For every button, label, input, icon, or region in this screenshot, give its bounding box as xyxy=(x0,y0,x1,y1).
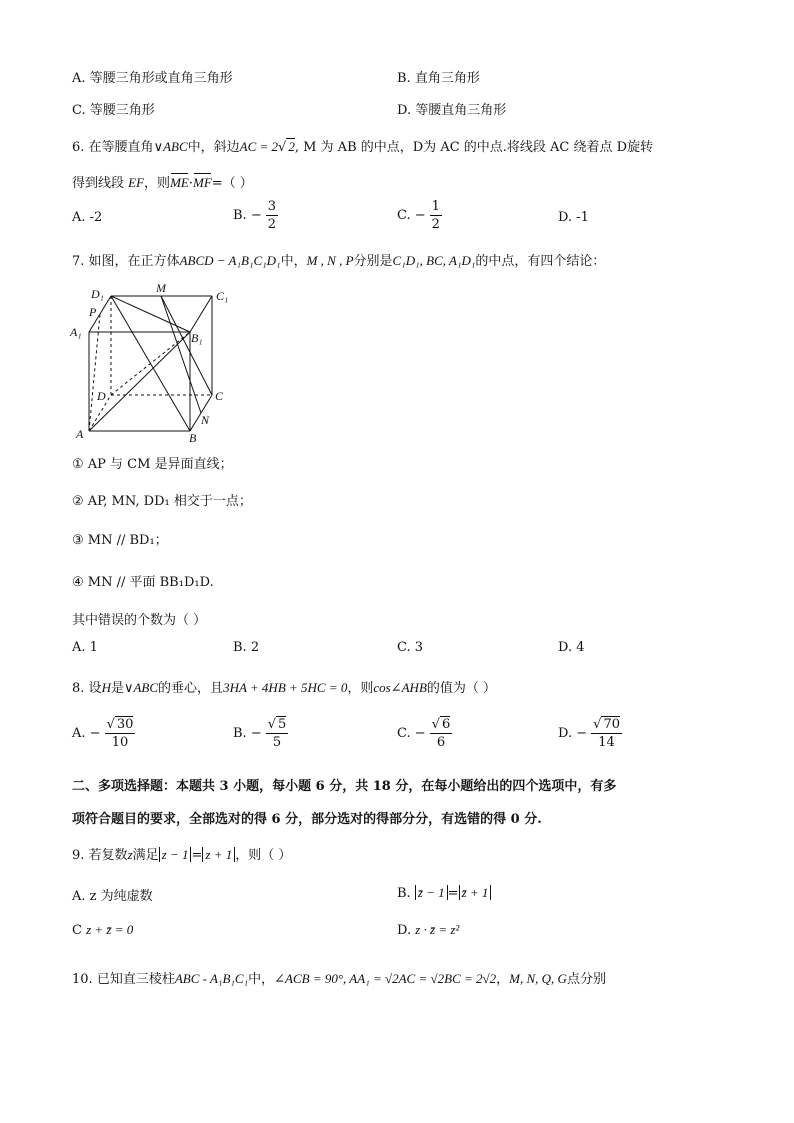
q9-option-d xyxy=(397,922,459,938)
q6-radical: √ xyxy=(278,140,287,155)
section2-heading-line1: 二、多项选择题：本题共 3 小题，每小题 6 分，共 18 分，在每小题给出的四个选项中，有多 xyxy=(72,779,617,794)
q9-stem xyxy=(72,844,291,863)
q7-claim-2: ② AP, MN, DD₁ 相交于一点； xyxy=(72,494,252,509)
q6-option-c: C. − $\frac{1}{2}$ xyxy=(397,199,440,232)
q7-option-d: D. 4 xyxy=(558,640,585,655)
q9-eq: = xyxy=(191,848,203,863)
q6-text5: ，则 xyxy=(144,176,171,191)
q10-text3: ， xyxy=(496,972,510,987)
q8-text2: 是 xyxy=(110,681,124,696)
q9-option-c xyxy=(72,922,133,938)
q8-option-a-rad: 30 xyxy=(116,717,134,732)
q6-option-d: D. -1 xyxy=(558,210,589,225)
q8-option-d: D. − $\frac{√ 70}{14}$ xyxy=(558,717,620,750)
q10-condition: ∠ACB = 90°, AA₁ = √2AC = √2BC = 2√2 xyxy=(274,971,497,986)
q9-option-b-left: z̄ − 1 xyxy=(415,885,448,900)
q6-option-c-den: 2 xyxy=(431,217,440,232)
q10-text2: 中， xyxy=(248,972,275,987)
q10-text1: 已知直三棱柱 xyxy=(96,972,175,987)
q9-option-b: B. z̄ − 1 = z̄ + 1 xyxy=(397,885,491,901)
q6-ac: AC = 2 xyxy=(239,139,279,154)
section2-heading-line2: 项符合题目的要求，全部选对的得 6 分，部分选对的得部分分，有选错的得 0 分. xyxy=(72,812,542,827)
q8-option-d-rad: 70 xyxy=(603,717,620,732)
q7-claim-4: ④ MN // 平面 BB₁D₁D. xyxy=(72,575,214,590)
q6-option-c-label: C. xyxy=(397,208,411,223)
label-c1: C₁ xyxy=(216,289,229,303)
q8-h: H xyxy=(101,680,111,695)
q6-option-b-num: 3 xyxy=(267,199,277,214)
q6-text3: , M 为 AB 的中点，D为 AC 的中点.将线段 AC 绕着点 D旋转 xyxy=(294,140,654,155)
edge-b1-c1 xyxy=(190,296,212,332)
line-a-b1 xyxy=(89,332,190,431)
q9-text2: 满足 xyxy=(132,848,159,863)
q8-text3: 的垂心，且 xyxy=(158,681,224,696)
q9-option-c-label: C xyxy=(72,923,82,938)
q7-text2: 中， xyxy=(280,254,307,269)
label-b1: B₁ xyxy=(191,331,203,345)
q7-stem xyxy=(72,250,605,269)
q8-number: 8. xyxy=(72,681,85,696)
label-c: C xyxy=(215,389,224,403)
q7-text4: 的中点，有四个结论： xyxy=(475,254,606,269)
q9-option-b-right: z̄ + 1 xyxy=(459,885,492,900)
q8-option-b: B. − $\frac{√ 5}{5}$ xyxy=(233,717,287,750)
label-a1: A₁ xyxy=(70,325,82,339)
label-p: P xyxy=(89,305,97,319)
q9-option-c-text: z + z̄ = 0 xyxy=(86,922,134,937)
q8-option-b-label: B. xyxy=(233,726,247,741)
q6-text2: 中，斜边 xyxy=(187,140,240,155)
label-d1: D₁ xyxy=(91,287,104,301)
q7-claim-3: ③ MN // BD₁； xyxy=(72,533,168,548)
q6-option-b-label: B. xyxy=(233,208,247,223)
q9-text3: ，则（ ） xyxy=(235,848,292,863)
line-m-c xyxy=(161,296,212,395)
q9-text1: 若复数 xyxy=(88,848,128,863)
q6-number: 6. xyxy=(72,140,85,155)
q6-option-b-fraction xyxy=(266,198,278,233)
q8-option-a-den: 10 xyxy=(111,735,129,750)
q9-option-a-text: z 为纯虚数 xyxy=(89,889,153,904)
label-b: B xyxy=(189,431,197,445)
label-m: M xyxy=(156,281,166,295)
q7-number: 7. xyxy=(72,254,85,269)
q6-option-b-den: 2 xyxy=(267,217,277,232)
q8-option-a-label: A. xyxy=(72,726,86,741)
label-n: N xyxy=(201,413,210,427)
q10-stem xyxy=(72,968,606,987)
q9-option-a xyxy=(72,885,153,904)
q8-text5: 的值为（ ） xyxy=(426,681,497,696)
q7-midpoints: C₁D₁, BC, A₁D₁ xyxy=(392,253,476,268)
q8-text4: ，则 xyxy=(347,681,374,696)
q8-option-a: A. − $\frac{√ 30}{10}$ xyxy=(72,717,134,750)
q8-option-b-rad: 5 xyxy=(278,717,287,732)
q8-option-c: C. − $\frac{√ 6}{6}$ xyxy=(397,717,451,750)
label-d: D xyxy=(97,389,106,403)
q6-vector-me: ME xyxy=(170,175,189,190)
q6-triangle: ∨ABC xyxy=(153,139,188,154)
q5-option-a: A. 等腰三角形或直角三角形 xyxy=(72,71,233,86)
q9-option-d-text: z · z̄ = z² xyxy=(415,922,460,937)
q9-option-a-label: A. xyxy=(72,889,86,904)
q7-claim-1: ① AP 与 CM 是异面直线； xyxy=(72,457,233,472)
q7-option-b: B. 2 xyxy=(233,640,260,655)
q8-triangle: ∨ABC xyxy=(123,680,159,695)
q8-option-c-label: C. xyxy=(397,726,411,741)
cube-figure xyxy=(66,280,236,445)
q7-text3: 分别是 xyxy=(353,254,393,269)
q6-text1: 在等腰直角 xyxy=(88,140,154,155)
q8-stem xyxy=(72,677,496,696)
q10-points: M, N, Q, G xyxy=(509,971,567,986)
q6-ef: EF xyxy=(128,175,145,190)
q9-option-d-label: D. xyxy=(397,923,412,938)
q5-option-c: C. 等腰三角形 xyxy=(72,103,155,118)
q9-option-b-label: B. xyxy=(397,886,411,901)
q6-option-c-num: 1 xyxy=(431,199,440,214)
line-d-b1 xyxy=(111,332,190,395)
q8-option-c-rad: 6 xyxy=(441,717,451,732)
q8-option-d-den: 14 xyxy=(598,735,615,750)
q6-text4: 得到线段 xyxy=(72,176,125,191)
q7-mnp: M , N , P xyxy=(306,253,354,268)
q7-cube: ABCD − A₁B₁C₁D₁ xyxy=(179,253,281,268)
q6-option-b: B. − $\frac{3}{2}$ xyxy=(233,199,277,232)
label-a: A xyxy=(76,427,84,441)
q8-vector-equation: 3HA + 4HB + 5HC = 0 xyxy=(223,680,348,695)
q10-prism: ABC - A₁B₁C₁ xyxy=(174,971,249,986)
q8-text1: 设 xyxy=(88,681,102,696)
q6-stem-line1 xyxy=(72,136,653,155)
line-d1-b1 xyxy=(111,296,190,332)
q9-z: z xyxy=(127,847,133,862)
q6-stem-line2 xyxy=(72,172,253,191)
q6-dot: · xyxy=(188,176,193,191)
q9-number: 9. xyxy=(72,848,85,863)
q6-option-a: A. -2 xyxy=(72,210,103,225)
q7-text: 如图，在正方体 xyxy=(88,254,180,269)
q10-number: 10. xyxy=(72,972,93,987)
q5-option-d: D. 等腰直角三角形 xyxy=(397,103,507,118)
q9-cond-left: z − 1 xyxy=(159,847,192,862)
q6-option-c-fraction xyxy=(430,198,442,233)
q7-question: 其中错误的个数为（ ） xyxy=(72,613,207,628)
q7-option-a: A. 1 xyxy=(72,640,98,655)
q5-option-b: B. 直角三角形 xyxy=(397,71,480,86)
q8-option-c-den: 6 xyxy=(436,735,446,750)
q7-option-c: C. 3 xyxy=(397,640,424,655)
q9-cond-right: z + 1 xyxy=(202,847,235,862)
q8-option-d-label: D. xyxy=(558,726,573,741)
q8-cos: cos∠AHB xyxy=(373,680,427,695)
q8-option-b-den: 5 xyxy=(272,735,282,750)
q6-sqrt2: 2 xyxy=(288,139,295,154)
q6-vector-mf: MF xyxy=(192,175,212,190)
q6-text6: =（ ） xyxy=(211,176,253,191)
q10-text4: 点分别 xyxy=(566,972,606,987)
